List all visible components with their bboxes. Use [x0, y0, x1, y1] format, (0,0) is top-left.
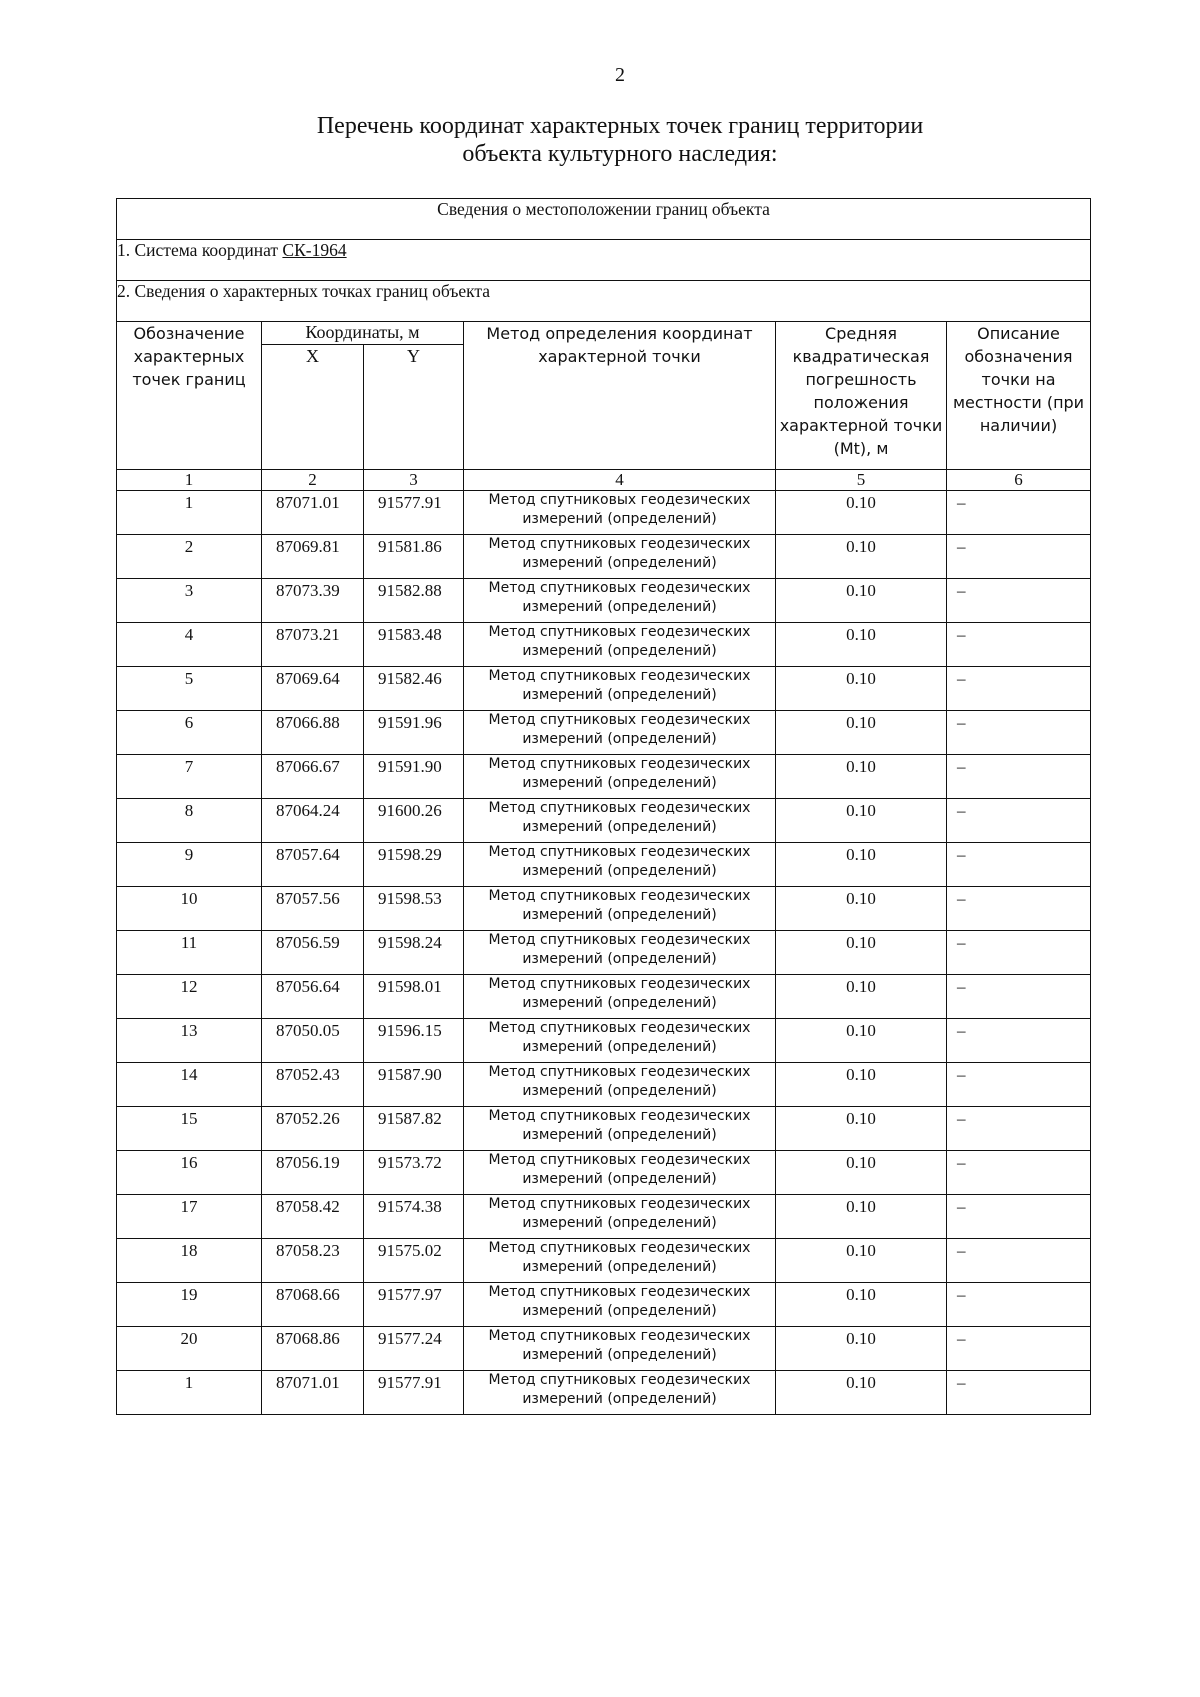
point-number: 20 — [117, 1327, 262, 1371]
mean-square-error: 0.10 — [776, 975, 947, 1019]
point-description: – — [947, 1107, 1091, 1151]
point-number: 3 — [117, 579, 262, 623]
table-row — [117, 755, 1091, 799]
y-coordinate: 91598.24 — [364, 931, 464, 975]
point-number: 19 — [117, 1283, 262, 1327]
y-coordinate: 91600.26 — [364, 799, 464, 843]
mean-square-error: 0.10 — [776, 1063, 947, 1107]
column-number: 4 — [464, 470, 776, 491]
method-line-2: измерений (определений) — [522, 1391, 717, 1407]
header-description: Описание обозначения точки на местности (при наличии) — [947, 322, 1091, 470]
point-description: – — [947, 535, 1091, 579]
x-coordinate: 87056.19 — [262, 1151, 364, 1195]
table-row — [117, 1239, 1091, 1283]
mean-square-error: 0.10 — [776, 843, 947, 887]
method-line-2: измерений (определений) — [522, 995, 717, 1011]
coordinate-system-label: 1. Система координат — [117, 240, 279, 260]
point-description: – — [947, 1371, 1091, 1415]
method-line-1: Метод спутниковых геодезических — [488, 1284, 751, 1300]
method-line-1: Метод спутниковых геодезических — [488, 1020, 751, 1036]
method-line-2: измерений (определений) — [522, 731, 717, 747]
table-row — [117, 535, 1091, 579]
method-cell — [464, 1063, 776, 1107]
method-cell — [464, 1195, 776, 1239]
method-line-2: измерений (определений) — [522, 1171, 717, 1187]
point-description: – — [947, 491, 1091, 535]
point-description: – — [947, 1151, 1091, 1195]
points-section-label: 2. Сведения о характерных точках границ объекта — [117, 281, 1091, 322]
method-line-2: измерений (определений) — [522, 1303, 717, 1319]
table-row — [117, 1195, 1091, 1239]
y-coordinate: 91587.82 — [364, 1107, 464, 1151]
method-line-2: измерений (определений) — [522, 863, 717, 879]
method-line-2: измерений (определений) — [522, 775, 717, 791]
y-coordinate: 91581.86 — [364, 535, 464, 579]
mean-square-error: 0.10 — [776, 1195, 947, 1239]
method-cell — [464, 1151, 776, 1195]
x-coordinate: 87073.21 — [262, 623, 364, 667]
column-number: 1 — [117, 470, 262, 491]
method-cell — [464, 755, 776, 799]
method-line-1: Метод спутниковых геодезических — [488, 712, 751, 728]
mean-square-error: 0.10 — [776, 579, 947, 623]
x-coordinate: 87069.64 — [262, 667, 364, 711]
method-cell — [464, 1371, 776, 1415]
table-row — [117, 931, 1091, 975]
y-coordinate: 91582.88 — [364, 579, 464, 623]
point-number: 16 — [117, 1151, 262, 1195]
table-row — [117, 711, 1091, 755]
method-cell — [464, 1327, 776, 1371]
y-coordinate: 91573.72 — [364, 1151, 464, 1195]
column-number-row — [117, 470, 1091, 491]
method-line-1: Метод спутниковых геодезических — [488, 844, 751, 860]
method-cell — [464, 579, 776, 623]
y-coordinate: 91577.91 — [364, 1371, 464, 1415]
coordinate-system-cell — [117, 240, 1091, 281]
method-line-1: Метод спутниковых геодезических — [488, 1328, 751, 1344]
coordinate-system-row — [117, 240, 1091, 281]
header-point-designation: Обозначение характерных точек границ — [117, 322, 262, 470]
point-number: 18 — [117, 1239, 262, 1283]
point-description: – — [947, 1327, 1091, 1371]
method-line-1: Метод спутниковых геодезических — [488, 1372, 751, 1388]
point-description: – — [947, 1283, 1091, 1327]
method-cell — [464, 711, 776, 755]
x-coordinate: 87071.01 — [262, 1371, 364, 1415]
boundary-coordinates-table — [116, 198, 1091, 1415]
mean-square-error: 0.10 — [776, 667, 947, 711]
y-coordinate: 91582.46 — [364, 667, 464, 711]
point-number: 4 — [117, 623, 262, 667]
method-line-2: измерений (определений) — [522, 643, 717, 659]
point-number: 14 — [117, 1063, 262, 1107]
point-description: – — [947, 711, 1091, 755]
point-number: 5 — [117, 667, 262, 711]
method-cell — [464, 535, 776, 579]
mean-square-error: 0.10 — [776, 623, 947, 667]
table-row — [117, 799, 1091, 843]
x-coordinate: 87069.81 — [262, 535, 364, 579]
y-coordinate: 91577.24 — [364, 1327, 464, 1371]
method-line-1: Метод спутниковых геодезических — [488, 888, 751, 904]
y-coordinate: 91591.90 — [364, 755, 464, 799]
coordinate-system-value: СК-1964 — [282, 240, 347, 260]
method-cell — [464, 667, 776, 711]
method-line-1: Метод спутниковых геодезических — [488, 668, 751, 684]
mean-square-error: 0.10 — [776, 1371, 947, 1415]
method-line-2: измерений (определений) — [522, 1215, 717, 1231]
table-row — [117, 1019, 1091, 1063]
point-number: 10 — [117, 887, 262, 931]
point-number: 12 — [117, 975, 262, 1019]
y-coordinate: 91596.15 — [364, 1019, 464, 1063]
method-line-2: измерений (определений) — [522, 1259, 717, 1275]
method-line-2: измерений (определений) — [522, 819, 717, 835]
mean-square-error: 0.10 — [776, 1283, 947, 1327]
mean-square-error: 0.10 — [776, 1239, 947, 1283]
method-line-1: Метод спутниковых геодезических — [488, 536, 751, 552]
x-coordinate: 87068.66 — [262, 1283, 364, 1327]
y-coordinate: 91575.02 — [364, 1239, 464, 1283]
point-description: – — [947, 1239, 1091, 1283]
x-coordinate: 87058.42 — [262, 1195, 364, 1239]
table-row — [117, 491, 1091, 535]
table-row — [117, 667, 1091, 711]
point-description: – — [947, 1063, 1091, 1107]
mean-square-error: 0.10 — [776, 1327, 947, 1371]
y-coordinate: 91598.53 — [364, 887, 464, 931]
y-coordinate: 91577.97 — [364, 1283, 464, 1327]
x-coordinate: 87058.23 — [262, 1239, 364, 1283]
x-coordinate: 87056.59 — [262, 931, 364, 975]
method-line-1: Метод спутниковых геодезических — [488, 932, 751, 948]
header-coordinates-group: Координаты, м — [262, 322, 464, 345]
method-cell — [464, 1283, 776, 1327]
method-line-2: измерений (определений) — [522, 1039, 717, 1055]
method-line-2: измерений (определений) — [522, 1127, 717, 1143]
point-description: – — [947, 1019, 1091, 1063]
y-coordinate: 91583.48 — [364, 623, 464, 667]
method-line-2: измерений (определений) — [522, 599, 717, 615]
method-line-1: Метод спутниковых геодезических — [488, 1108, 751, 1124]
document-title-line-1: Перечень координат характерных точек границ территории — [316, 113, 924, 139]
x-coordinate: 87073.39 — [262, 579, 364, 623]
mean-square-error: 0.10 — [776, 931, 947, 975]
header-error: Средняя квадратическая погрешность положения характерной точки (Mt), м — [776, 322, 947, 470]
point-description: – — [947, 667, 1091, 711]
y-coordinate: 91587.90 — [364, 1063, 464, 1107]
column-number: 5 — [776, 470, 947, 491]
x-coordinate: 87057.64 — [262, 843, 364, 887]
method-line-1: Метод спутниковых геодезических — [488, 1196, 751, 1212]
mean-square-error: 0.10 — [776, 887, 947, 931]
y-coordinate: 91591.96 — [364, 711, 464, 755]
point-description: – — [947, 843, 1091, 887]
point-number: 8 — [117, 799, 262, 843]
x-coordinate: 87066.88 — [262, 711, 364, 755]
method-line-1: Метод спутниковых геодезических — [488, 756, 751, 772]
point-number: 2 — [117, 535, 262, 579]
point-number: 1 — [117, 1371, 262, 1415]
method-line-2: измерений (определений) — [522, 687, 717, 703]
mean-square-error: 0.10 — [776, 1107, 947, 1151]
method-line-2: измерений (определений) — [522, 907, 717, 923]
header-y: Y — [364, 345, 464, 470]
header-row-top — [117, 322, 1091, 345]
point-number: 15 — [117, 1107, 262, 1151]
table-row — [117, 1151, 1091, 1195]
method-line-1: Метод спутниковых геодезических — [488, 492, 751, 508]
x-coordinate: 87068.86 — [262, 1327, 364, 1371]
table-row — [117, 579, 1091, 623]
method-line-1: Метод спутниковых геодезических — [488, 976, 751, 992]
point-description: – — [947, 799, 1091, 843]
method-cell — [464, 1019, 776, 1063]
mean-square-error: 0.10 — [776, 799, 947, 843]
section-title-row — [117, 199, 1091, 240]
method-line-1: Метод спутниковых геодезических — [488, 624, 751, 640]
column-number: 6 — [947, 470, 1091, 491]
point-description: – — [947, 887, 1091, 931]
x-coordinate: 87066.67 — [262, 755, 364, 799]
point-number: 6 — [117, 711, 262, 755]
y-coordinate: 91598.01 — [364, 975, 464, 1019]
method-line-1: Метод спутниковых геодезических — [488, 1240, 751, 1256]
table-row — [117, 623, 1091, 667]
x-coordinate: 87052.26 — [262, 1107, 364, 1151]
method-line-1: Метод спутниковых геодезических — [488, 1152, 751, 1168]
method-cell — [464, 1239, 776, 1283]
document-title — [0, 112, 1200, 168]
x-coordinate: 87071.01 — [262, 491, 364, 535]
method-line-1: Метод спутниковых геодезических — [488, 580, 751, 596]
point-description: – — [947, 931, 1091, 975]
method-cell — [464, 975, 776, 1019]
y-coordinate: 91577.91 — [364, 491, 464, 535]
point-description: – — [947, 975, 1091, 1019]
table-row — [117, 1283, 1091, 1327]
point-description: – — [947, 755, 1091, 799]
point-number: 7 — [117, 755, 262, 799]
mean-square-error: 0.10 — [776, 755, 947, 799]
mean-square-error: 0.10 — [776, 711, 947, 755]
column-number: 2 — [262, 470, 364, 491]
point-number: 11 — [117, 931, 262, 975]
point-description: – — [947, 579, 1091, 623]
mean-square-error: 0.10 — [776, 491, 947, 535]
x-coordinate: 87057.56 — [262, 887, 364, 931]
method-line-2: измерений (определений) — [522, 951, 717, 967]
method-cell — [464, 491, 776, 535]
mean-square-error: 0.10 — [776, 1019, 947, 1063]
point-number: 1 — [117, 491, 262, 535]
table-row — [117, 843, 1091, 887]
method-line-2: измерений (определений) — [522, 555, 717, 571]
method-cell — [464, 1107, 776, 1151]
method-line-2: измерений (определений) — [522, 1083, 717, 1099]
y-coordinate: 91574.38 — [364, 1195, 464, 1239]
mean-square-error: 0.10 — [776, 535, 947, 579]
section-title: Сведения о местоположении границ объекта — [117, 199, 1091, 240]
y-coordinate: 91598.29 — [364, 843, 464, 887]
method-line-1: Метод спутниковых геодезических — [488, 1064, 751, 1080]
points-section-row — [117, 281, 1091, 322]
table-row — [117, 1063, 1091, 1107]
mean-square-error: 0.10 — [776, 1151, 947, 1195]
method-cell — [464, 843, 776, 887]
x-coordinate: 87064.24 — [262, 799, 364, 843]
method-cell — [464, 931, 776, 975]
point-description: – — [947, 1195, 1091, 1239]
column-number: 3 — [364, 470, 464, 491]
point-number: 9 — [117, 843, 262, 887]
method-cell — [464, 623, 776, 667]
point-number: 13 — [117, 1019, 262, 1063]
header-method: Метод определения координат характерной точки — [464, 322, 776, 470]
method-line-2: измерений (определений) — [522, 511, 717, 527]
method-cell — [464, 887, 776, 931]
method-cell — [464, 799, 776, 843]
point-description: – — [947, 623, 1091, 667]
table-row — [117, 887, 1091, 931]
table-row — [117, 1371, 1091, 1415]
method-line-1: Метод спутниковых геодезических — [488, 800, 751, 816]
page-number: 2 — [615, 64, 625, 86]
table-row — [117, 1327, 1091, 1371]
point-number: 17 — [117, 1195, 262, 1239]
header-x: X — [262, 345, 364, 470]
x-coordinate: 87050.05 — [262, 1019, 364, 1063]
method-line-2: измерений (определений) — [522, 1347, 717, 1363]
x-coordinate: 87056.64 — [262, 975, 364, 1019]
table-row — [117, 975, 1091, 1019]
x-coordinate: 87052.43 — [262, 1063, 364, 1107]
document-title-line-2: объекта культурного наследия: — [462, 141, 778, 167]
table-row — [117, 1107, 1091, 1151]
